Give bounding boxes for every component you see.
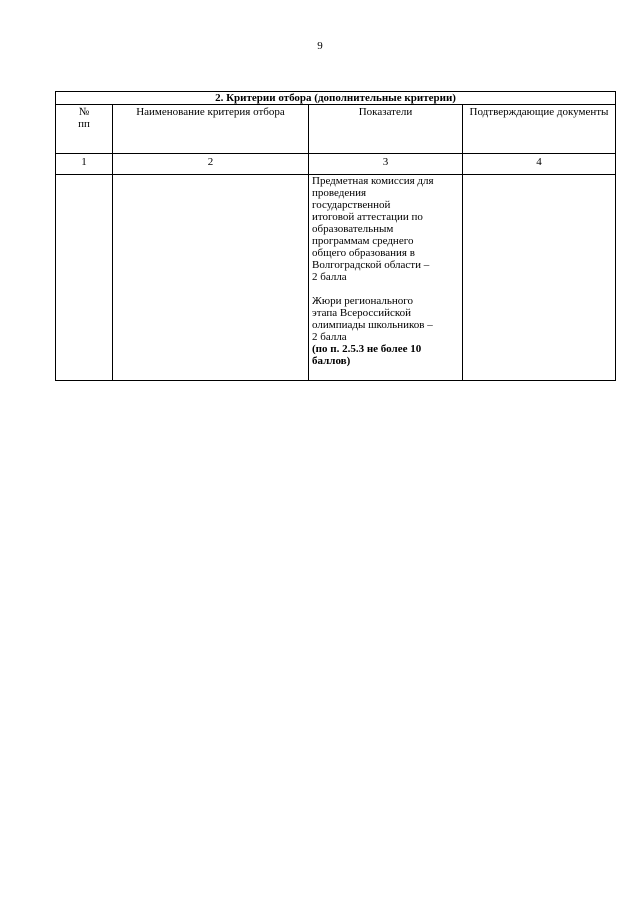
cell-indicators [309, 175, 463, 381]
header-indicators: Показатели [309, 105, 463, 154]
column-number-3: 3 [309, 154, 463, 175]
header-row [56, 105, 616, 154]
cell-number [56, 175, 113, 381]
table-row [56, 175, 616, 381]
indicator-limit-note: (по п. 2.5.3 не более 10 баллов) [312, 343, 422, 367]
indicator-jury: Жюри регионального этапа Всероссийской олимпиады школьников – 2 балла [312, 295, 433, 343]
page-number: 9 [317, 40, 323, 52]
section-title: 2. Критерии отбора (дополнительные критерии) [56, 92, 616, 105]
indicator-spacer [312, 283, 459, 295]
header-criterion-name: Наименование критерия отбора [113, 105, 309, 154]
column-number-row [56, 154, 616, 175]
section-title-row [56, 92, 616, 105]
criteria-table [55, 91, 616, 381]
column-number-4: 4 [463, 154, 616, 175]
header-number: № пп [56, 105, 113, 154]
cell-supporting-documents [463, 175, 616, 381]
column-number-2: 2 [113, 154, 309, 175]
column-number-1: 1 [56, 154, 113, 175]
indicator-commission: Предметная комиссия для проведения государственной итоговой аттестации по образовательным программам среднего общего образования в Волгоградской области – 2 балла [312, 175, 434, 283]
header-supporting-documents: Подтверждающие документы [463, 105, 616, 154]
cell-criterion-name [113, 175, 309, 381]
